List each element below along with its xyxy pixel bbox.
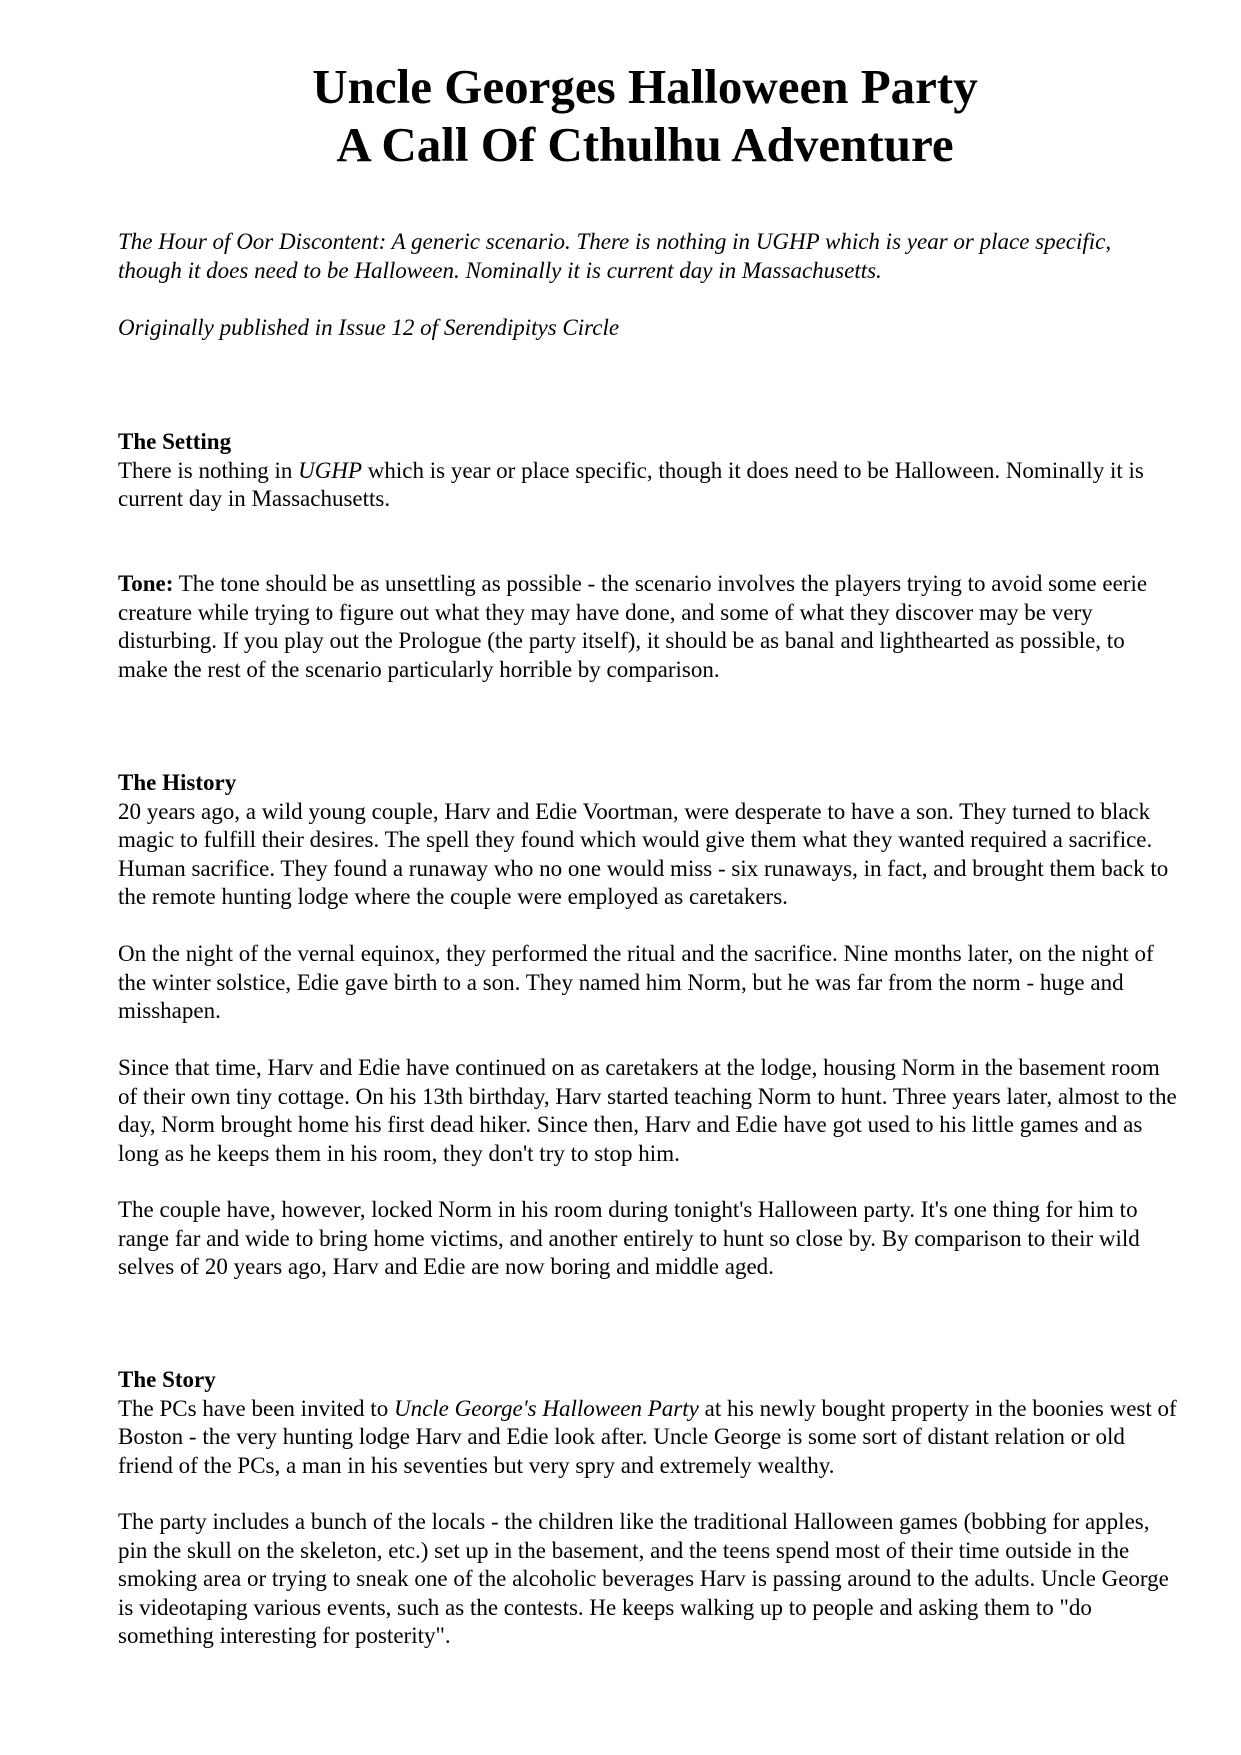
setting-text (118, 457, 1178, 514)
title-line-1: Uncle Georges Halloween Party (312, 59, 978, 114)
tone-paragraph (118, 570, 1178, 684)
story-paragraph: The party includes a bunch of the locals - the children like the traditional Halloween games (bobbing for apples, pin the skull on the skeleton, etc.) set up in the basement, and the teens spend most of their time outside in the smoking area or trying to sneak one of the alcoholic beverages Harv is passing around to the adults. Uncle George is videotaping various events, such as the contests. He keeps walking up to people and asking them to "do something interesting for posterity". (118, 1509, 1169, 1648)
setting-section (118, 428, 1178, 514)
publication-note: Originally published in Issue 12 of Serendipitys Circle (118, 315, 620, 340)
intro-paragraph: The Hour of Oor Discontent: A generic scenario. There is nothing in UGHP which is year or place specific, though it does need to be Halloween. Nominally it is current day in Massachusetts. (118, 229, 1112, 283)
setting-text-end: which is year or place specific, though it does need to be Halloween. Nominally it is current day in Massachusetts. (118, 457, 1144, 511)
story-paragraph (118, 1395, 1178, 1481)
document-title (0, 58, 1241, 174)
history-heading: The History (118, 770, 237, 795)
history-paragraph: On the night of the vernal equinox, they performed the ritual and the sacrifice. Nine months later, on the night of the winter solstice, Edie gave birth to a son. They named him Norm, but he was far from the norm - huge and misshapen. (118, 941, 1154, 1023)
story-text-emphasis: Uncle George's Halloween Party (393, 1395, 699, 1421)
story-section (118, 1366, 1178, 1480)
tone-label: Tone: (118, 571, 174, 596)
setting-heading: The Setting (118, 429, 232, 454)
history-paragraph: The couple have, however, locked Norm in his room during tonight's Halloween party. It's one thing for him to range far and wide to bring home victims, and another entirely to hunt so close by. By comparison to their wild selves of 20 years ago, Harv and Edie are now boring and middle aged. (118, 1197, 1140, 1279)
history-section (118, 769, 1178, 912)
story-text-start: The PCs have been invited to (118, 1395, 394, 1421)
history-paragraph: Since that time, Harv and Edie have continued on as caretakers at the lodge, housing Norm in the basement room of their own tiny cottage. On his 13th birthday, Harv started teaching Norm to hunt. Three years later, almost to the day, Norm brought home his first dead hiker. Since then, Harv and Edie have got used to his little games and as long as he keeps them in his room, they don't try to stop him. (118, 1055, 1177, 1166)
history-paragraph: 20 years ago, a wild young couple, Harv and Edie Voortman, were desperate to have a son. They turned to black magic to fulfill their desires. The spell they found which would give them what they wanted required a sacrifice. Human sacrifice. They found a runaway who no one would miss - six runaways, in fact, and brought them back to the remote hunting lodge where the couple were employed as caretakers. (118, 798, 1169, 909)
setting-text-start: There is nothing in (118, 457, 299, 483)
story-text-end: at his newly bought property in the boonies west of Boston - the very hunting lodge Harv and Edie look after. Uncle George is some sort of distant relation or old friend of the PCs, a man in his seventies but very spry and extremely wealthy. (118, 1395, 1177, 1478)
tone-text: The tone should be as unsettling as possible - the scenario involves the players trying to avoid some eerie creature while trying to figure out what they may have done, and some of what they discover may be very disturbing. If you play out the Prologue (the party itself), it should be as banal and lighthearted as possible, to make the rest of the scenario particularly horrible by comparison. (118, 571, 1148, 682)
title-line-2: A Call Of Cthulhu Adventure (336, 117, 954, 172)
setting-text-emphasis: UGHP (298, 457, 363, 483)
story-heading: The Story (118, 1367, 216, 1392)
